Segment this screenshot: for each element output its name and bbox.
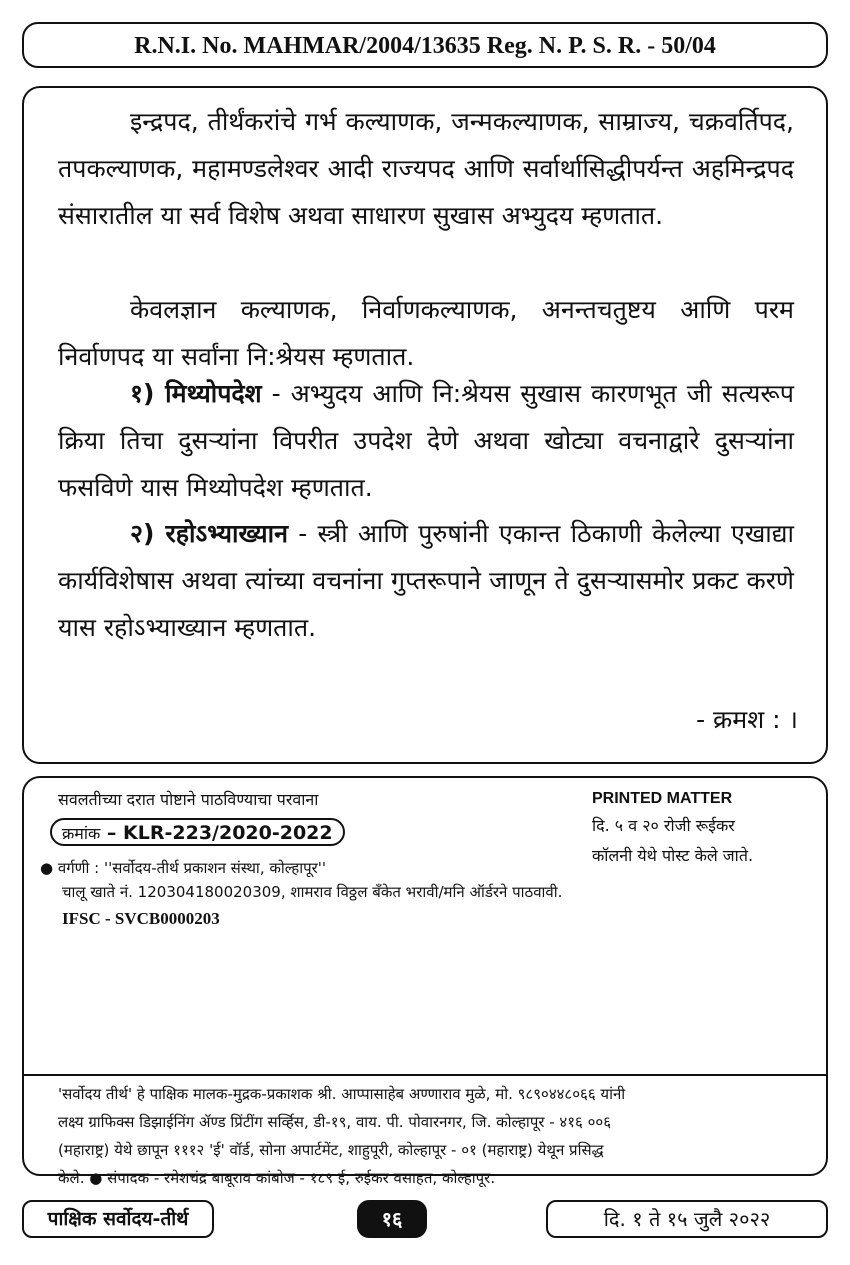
term-mithyopadesh: १) मिथ्योपदेश — [130, 379, 262, 408]
page-number: १६ — [357, 1200, 427, 1238]
imprint-line-3: (महाराष्ट्र) येथे छापून १११२ 'ई' वॉर्ड, सोना अपार्टमेंट, शाहुपूरी, कोल्हापूर - ०१ (महाराष्ट्र) येथून प्रसिद्ध — [58, 1141, 604, 1159]
posting-schedule-line-1: दि. ५ व २० रोजी रूईकर — [592, 816, 735, 835]
ifsc-code: IFSC - SVCB0000203 — [62, 909, 220, 928]
article-paragraph-3 — [58, 370, 794, 511]
info-divider — [22, 1074, 828, 1076]
bank-account-note: चालू खाते नं. 120304180020309, शामराव विठ्ठल बँकेत भरावी/मनि ऑर्डरने पाठवावी. — [62, 883, 563, 901]
permit-number: – KLR-223/2020-2022 — [100, 822, 333, 844]
continued-marker: - क्रमश : । — [696, 705, 798, 734]
header-banner — [22, 22, 828, 68]
definition-rahobhyakhyan: - स्त्री आणि पुरुषांनी एकान्त ठिकाणी केलेल्या एखाद्या कार्यविशेषास अथवा त्यांच्या वचनांना गुप्तरूपाने जाणून ते दुसऱ्यासमोर प्रकट करणे यास रहोऽभ्याख्यान म्हणतात. — [58, 519, 794, 642]
publication-name: पाक्षिक सर्वोदय-तीर्थ — [22, 1200, 214, 1238]
article-paragraph-2: केवलज्ञान कल्याणक, निर्वाणकल्याणक, अनन्तचतुष्टय आणि परम निर्वाणपद या सर्वांना नि:श्रेयस म्हणतात. — [58, 295, 794, 371]
article-paragraph-1: इन्द्रपद, तीर्थंकरांचे गर्भ कल्याणक, जन्मकल्याणक, साम्राज्य, चक्रवर्तिपद, तपकल्याणक, महामण्डलेश्वर आदी राज्यपद आणि सर्वार्थासिद्धीपर्यन्त अहमिन्द्रपद संसारातील या सर्व विशेष अथवा साधारण सुखास अभ्युदय म्हणतात. — [58, 107, 794, 230]
article-paragraph-4 — [58, 510, 794, 651]
issue-date: दि. १ ते १५ जुलै २०२२ — [546, 1200, 828, 1238]
term-rahobhyakhyan: २) रहोऽभ्याख्यान — [130, 519, 288, 548]
imprint-line-2: लक्ष्य ग्राफिक्स डिझाईनिंग ॲण्ड प्रिंटींग सर्व्हिस, डी-१९, वाय. पी. पोवारनगर, जि. कोल्हापूर - ४१६ ००६ — [58, 1113, 611, 1131]
definition-mithyopadesh: - अभ्युदय आणि नि:श्रेयस सुखास कारणभूत जी सत्यरूप क्रिया तिचा दुसऱ्यांना विपरीत उपदेश देणे अथवा खोट्या वचनाद्वारे दुसऱ्यांना फसविणे यास मिथ्योपदेश म्हणतात. — [58, 379, 795, 502]
imprint-line-1: 'सर्वोदय तीर्थ' हे पाक्षिक मालक-मुद्रक-प्रकाशक श्री. आप्पासाहेब अण्णाराव मुळे, मो. ९८९०४४८०६६ यांनी — [58, 1085, 626, 1103]
posting-schedule-line-2: कॉलनी येथे पोस्ट केले जाते. — [592, 846, 754, 865]
imprint-line-4: केले. ● संपादक - रमेशचंद्र बाबूराव कांबोज - १८९ ई, रुईकर वसाहत, कोल्हापूर. — [58, 1169, 496, 1187]
subscription-note: ● वर्गणी : ''सर्वोदय-तीर्थ प्रकाशन संस्था, कोल्हापूर'' — [40, 859, 326, 877]
registration-number: R.N.I. No. MAHMAR/2004/13635 Reg. N. P. S. R. - 50/04 — [134, 33, 716, 59]
permit-label: क्रमांक — [62, 824, 101, 843]
printed-matter-label: PRINTED MATTER — [592, 790, 733, 807]
permit-number-badge — [50, 818, 345, 846]
postal-licence-title: सवलतीच्या दरात पोष्टाने पाठविण्याचा परवाना — [58, 790, 319, 809]
